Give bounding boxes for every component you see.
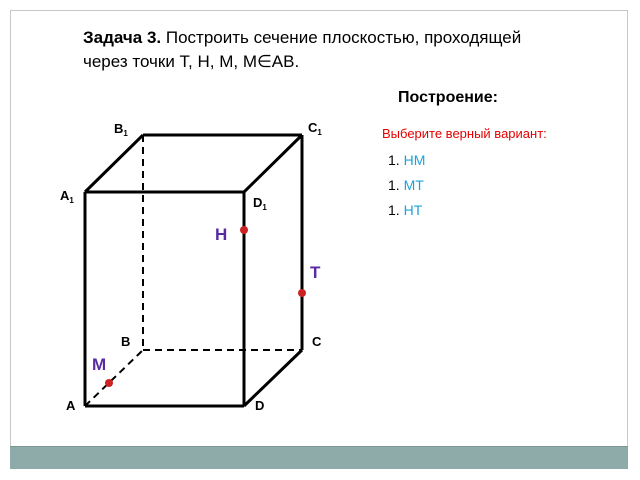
task-text: Построить сечение плоскостью, проходящей через точки Т, Н, М, М∈АВ. — [83, 28, 522, 71]
option-number: 1. — [388, 177, 400, 193]
edge-d-c — [244, 350, 302, 406]
edge-a1-b1 — [85, 135, 143, 192]
option-number: 1. — [388, 202, 400, 218]
vertex-letter: D — [253, 195, 263, 210]
vertex-a-label: A — [66, 398, 76, 413]
point-m-marker — [105, 379, 113, 387]
point-t-label: T — [310, 263, 321, 282]
vertex-c-label: C — [312, 334, 322, 349]
vertex-subscript: 1 — [262, 203, 267, 212]
vertex-b-label: B — [121, 334, 131, 349]
option-label: МТ — [403, 177, 424, 193]
vertex-subscript: 1 — [317, 128, 322, 137]
edge-c1-d1 — [244, 135, 302, 192]
option-number: 1. — [388, 152, 400, 168]
point-h-marker — [240, 226, 248, 234]
point-h-label: H — [215, 225, 228, 244]
vertex-letter: B — [114, 121, 124, 136]
option-label: НТ — [403, 202, 423, 218]
point-t-marker — [298, 289, 306, 297]
vertex-d1-label — [253, 195, 267, 212]
footer-bar — [10, 446, 628, 469]
choose-prompt: Выберите верный вариант: — [382, 126, 547, 141]
vertex-subscript: 1 — [69, 196, 74, 205]
construction-heading: Построение: — [398, 89, 498, 106]
point-m-label: M — [92, 355, 107, 374]
vertex-letter: C — [308, 120, 318, 135]
task-number: Задача 3. — [83, 28, 162, 47]
vertex-b1-label — [114, 121, 128, 138]
vertex-letter: A — [60, 188, 70, 203]
vertex-d-label: D — [255, 398, 265, 413]
vertex-a1-label — [60, 188, 74, 205]
vertex-subscript: 1 — [123, 129, 128, 138]
vertex-c1-label — [308, 120, 322, 137]
option-label: НМ — [403, 152, 426, 168]
